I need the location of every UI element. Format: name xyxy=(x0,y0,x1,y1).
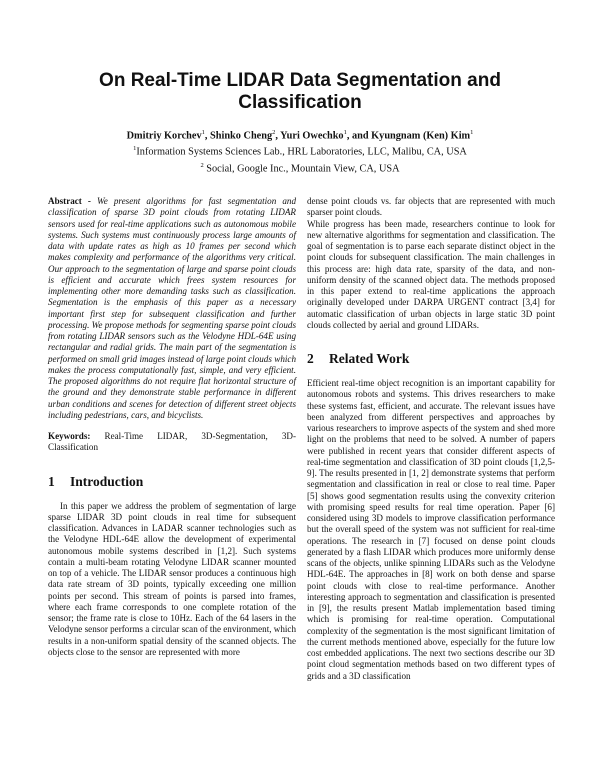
intro-paragraph: In this paper we address the problem of segmentation of large sparse LIDAR 3D point clouds in real time for subsequent classification. Advances in LADAR scanner technologies such as the Velodyne HDL-64E allow the development of experimental autonomous mobile systems described in [1,2]. Such systems contain a multi-beam rotating Velodyne LIDAR scanner mounted on top of a vehicle. The LIDAR sensor produces a continuous high data rate stream of 3D points, typically exceeding one million points per second. This stream of points is parsed into frames, where each frame corresponds to one complete rotation of the sensor; the frame rate is close to 10Hz. Each of the 64 lasers in the Velodyne sensor performs a circular scan of the environment, which results in a non-uniform spatial density of the scanned objects. The objects close to the sensor are represented with more xyxy=(48,500,296,657)
author-name: Shinko Cheng xyxy=(210,130,273,142)
affiliation-text: Information Systems Sciences Lab., HRL Laboratories, LLC, Malibu, CA, USA xyxy=(136,146,467,158)
author-separator: , xyxy=(275,130,281,142)
intro-paragraph-2: While progress has been made, researchers continue to look for new alternative algorithms for segmentation and classification. The goal of segmentation is to parse each separate distinct object in the point clouds for subsequent classification. The main challenges in this process are: high data rate, sparsity of the data, and non-uniform density of the scanned object data. The methods proposed in this paper extend to real-time applications the approach originally developed under DARPA URGENT contract [3,4] for automatic classification of urban objects in large static 3D point clouds collected by aerial and ground LIDARs. xyxy=(307,218,555,330)
author-name: Kyungnam (Ken) Kim xyxy=(371,130,471,142)
abstract-text: We present algorithms for fast segmentation and classification of sparse 3D point clouds from rotating LIDAR sensors used for real-time applications such as autonomous mobile systems. Such systems must continuously process large amounts of data with update rates as high as 10 frames per second which makes complexity and performance of the algorithms very critical. Our approach to the segmentation of large and sparse point clouds is efficient and accurate which frees system resources for implementing other more demanding tasks such as classification. Segmentation is the emphasis of this paper as a necessary important first step for subsequent classification and further processing. We propose methods for segmenting sparse point clouds from rotating LIDAR sensors such as the Velodyne HDL-64E using rectangular and radial grids. The main part of the segmentation is performed on small grid images instead of large point clouds which makes the process computationally fast, simple, and very efficient. The proposed algorithms do not require flat horizontal structure of the ground and they demonstrate stable performance in different urban conditions and scenes for detection of different street objects including pedestrians, cars, and bicyclists. xyxy=(48,196,296,420)
affiliation-text: Social, Google Inc., Mountain View, CA, USA xyxy=(203,163,400,175)
keywords-label: Keywords: xyxy=(48,431,91,441)
author-affiliation-mark: 1 xyxy=(470,129,474,136)
abstract-label: Abstract - xyxy=(48,196,91,206)
author-name: Yuri Owechko xyxy=(280,130,344,142)
intro-continued-paragraph: dense point clouds vs. far objects that are represented with much sparser point clouds. xyxy=(307,196,555,218)
affiliation-mark: 1 xyxy=(133,145,137,153)
keywords xyxy=(48,431,296,454)
author-separator: , xyxy=(204,130,211,142)
author-list xyxy=(40,126,560,142)
section-title: Related Work xyxy=(329,351,410,366)
right-column xyxy=(307,196,555,682)
affiliation xyxy=(40,142,560,158)
author-affiliation-mark: 1 xyxy=(201,129,205,136)
section-number: 2 xyxy=(307,351,314,366)
keywords-text: Real-Time LIDAR, 3D-Segmentation, 3D-Classification xyxy=(48,431,296,453)
paper-title: On Real-Time LIDAR Data Segmentation and Classification xyxy=(99,70,501,113)
affiliation-mark: 2 xyxy=(200,161,204,169)
related-work-paragraph: Efficient real-time object recognition is an important capability for autonomous robots and systems. This drives researchers to make these systems fast, efficient, and accurate. The relevant issues have been analyzed from different perspectives and approaches by various researchers to improve aspects of the system and shed more light on the problems that need to be solved. A number of papers were published in recent years that consider different aspects of real-time segmentation and classification of 3D point clouds [1,2,5-9]. The results presented in [1, 2] demonstrate systems that perform segmentation and classification in real or close to real time. Paper [5] shows good segmentation results using the convexity criterion with promising speed results for real time operation. Paper [6] considered using 3D models to improve classification performance but the overall speed of the system was not sufficient for real-time operations. The research in [7] focused on dense point clouds generated by a flash LIDAR which produces more uniformly dense scans of the objects, unlike spinning LIDARs such as the Velodyne HDL-64E. The approaches in [8] work on both dense and sparse point clouds with close to real-time performance. Another interesting approach to segmentation and classification is presented in [9], the results present Matlab implementation based timing which is promising for real-time operation. Computational complexity of the segmentation is the most significant limitation of the current methods mentioned above, especially for the future low cost embedded applications. The next two sections describe our 3D point cloud segmentation methods based on two different types of grids and a 3D classification xyxy=(307,378,555,681)
abstract xyxy=(48,196,296,421)
author-separator: , and xyxy=(346,130,372,142)
section-number: 1 xyxy=(48,473,55,489)
affiliation xyxy=(40,159,560,175)
left-column xyxy=(48,196,296,658)
author-affiliation-mark: 2 xyxy=(272,129,276,136)
section-heading-introduction xyxy=(48,474,296,490)
section-heading-related-work xyxy=(307,351,555,367)
section-title: Introduction xyxy=(70,473,144,489)
author-name: Dmitriy Korchev xyxy=(126,130,202,142)
author-block xyxy=(40,126,560,175)
author-affiliation-mark: 1 xyxy=(343,129,347,136)
